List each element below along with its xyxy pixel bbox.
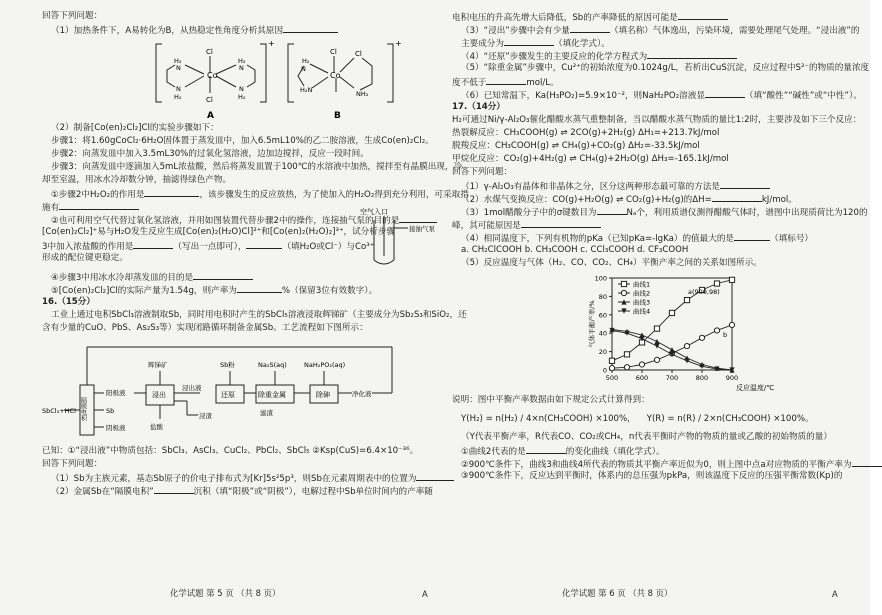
atom-n-a2: N — [176, 85, 181, 93]
hcl-label: 盐酸 — [150, 423, 163, 431]
answer-blank[interactable] — [246, 239, 282, 249]
data-point-circle — [684, 343, 689, 348]
q17-2: （2）水煤气变换反应：CO(g)+H₂O(g) ⇌ CO₂(g)+H₂(g)的ΔH= — [461, 195, 712, 205]
q17-5-2: ②900℃条件下，曲线3和曲线4所代表的物质其平衡产率近似为0，则上图中点a对应物质的平衡产率为 — [461, 460, 852, 470]
q16-5-c: mol/L。 — [526, 78, 559, 88]
page-mark-left: A — [422, 589, 428, 599]
catholyte-label: 阴极液 — [106, 424, 126, 432]
chart-legend — [618, 280, 650, 316]
y-tick-label: 100 — [594, 274, 607, 283]
sub-3-c: （写出一点即可）， — [173, 242, 247, 252]
apparatus-figure — [360, 206, 440, 268]
answer-blank[interactable] — [570, 23, 610, 33]
right-column — [452, 10, 870, 605]
answer-blank[interactable] — [521, 218, 601, 228]
label-b: B — [334, 111, 341, 121]
series-2 — [609, 322, 734, 370]
known: 已知：①“浸出液”中物质包括：SbCl₃、AsCl₃、CuCl₂、PbCl₂、SbCl₅ ②Ksp(CuS)=6.4×10⁻³⁶。 — [42, 446, 419, 456]
data-point-triangle-down — [654, 343, 659, 348]
flow-diagram — [42, 335, 440, 445]
answer-blank[interactable] — [237, 283, 282, 293]
question-2: （2）制备[Co(en)₂Cl₂]Cl的实验步骤如下： — [51, 123, 219, 133]
atom-cl-a2: Cl — [206, 96, 213, 104]
atom-n-a4: N — [239, 85, 244, 93]
residue-label: 浸渣 — [199, 412, 212, 420]
sub-4: ④步骤3中用冰水冷却蒸发皿的目的是 — [51, 273, 194, 283]
y-tick-label: 0 — [602, 366, 607, 375]
data-point-square — [621, 281, 626, 286]
sub-1-end: 施有 — [42, 203, 60, 213]
process-flow-svg — [42, 335, 440, 445]
question-17: 17.（14分） — [452, 102, 505, 112]
data-point-circle — [624, 365, 629, 370]
q17-4-b: （填标号） — [770, 234, 814, 244]
reduce-step: 还原 — [221, 391, 235, 399]
na2s-label: Na₂S(aq) — [258, 361, 287, 369]
yield-chart — [452, 270, 850, 394]
answer-blank[interactable] — [712, 192, 762, 202]
yield-chart-svg — [452, 270, 850, 394]
data-point-circle — [654, 357, 659, 362]
q17-2-b: kJ/mol。 — [761, 195, 797, 205]
answer-blank[interactable] — [59, 200, 139, 210]
answer-blank[interactable] — [720, 179, 770, 189]
legend-label: 曲线1 — [633, 280, 651, 289]
q17-3: （3）1mol醋酸分子中的σ键数目为 — [461, 208, 597, 218]
q16-6: （6）已知常温下，Ka(H₃PO₂)=5.9×10⁻²，则NaH₂PO₂溶液显 — [461, 91, 705, 101]
charge-b: + — [395, 39, 402, 48]
sub-3: [Co(en)₂Cl₂]⁺易与H₂O发生反应生成[Co(en)₂(H₂O)Cl]²⁺和[Co(en)₂(H₂O)₂]³⁺，试分析步骤 — [42, 227, 396, 237]
remove-as-step: 除砷 — [316, 391, 330, 399]
pump-label: 接抽气泵 — [409, 225, 435, 233]
nah2po2-label: NaH₂PO₂(aq) — [304, 361, 346, 369]
q16-3-d: （填化学式）。 — [553, 39, 610, 49]
q16-text: 工业上通过电积SbCl₃溶液制取Sb，同时用电积时产生的SbCl₅溶液浸取辉锑矿（主要成分为Sb₂S₃和SiO₂，还 — [51, 310, 467, 320]
sub-5-b: %（保留3位有效数字）。 — [281, 286, 378, 296]
x-tick-label: 700 — [665, 374, 679, 382]
page-mark-right: A — [832, 589, 838, 599]
note-1: 说明：图中平衡产率数据由如下规定公式计算得到： — [452, 395, 650, 405]
atom-n-b1: N — [301, 65, 306, 73]
legend-label: 曲线2 — [633, 289, 651, 298]
atom-h2-b1: H₂ — [302, 57, 310, 65]
q16-1: （1）Sb为主族元素，基态Sb原子的价电子排布式为[Kr]5s²5p³，则Sb在元素周期表中的位置为 — [51, 474, 417, 484]
label-a: A — [207, 111, 214, 121]
charge-a: + — [268, 39, 275, 48]
q16-text-cont: 含有少量的CuO、PbS、As₂S₃等）实现闭路循环制备金属Sb。工艺流程如下图所示： — [42, 323, 368, 333]
leach-step: 浸出 — [152, 391, 166, 399]
answer-blank[interactable] — [193, 270, 253, 280]
atom-n-a3: N — [239, 64, 244, 72]
question-1: （1）加热条件下，A易转化为B，从热稳定性角度分析其原因 — [51, 26, 284, 36]
q16-5-b: 度不低于 — [452, 78, 487, 88]
sub-5: ⑤[Co(en)₂Cl₂]Cl的实际产量为1.54g，则产率为 — [51, 286, 237, 296]
answer-blank[interactable] — [705, 88, 745, 98]
ore-label: 辉锑矿 — [148, 361, 168, 369]
page-footer-right: 化学试题 第 6 页 （共 8 页） — [562, 588, 673, 598]
answer-blank[interactable] — [678, 10, 728, 20]
data-point-circle — [621, 290, 626, 295]
atom-co-a: Co — [207, 71, 218, 80]
y-tick-label: 20 — [598, 348, 607, 357]
answer-blank[interactable] — [852, 457, 882, 467]
q17-3-b: Nₐ个，利用质谱仪测得醋酸气体时，谱图中出现质荷比为120的 — [626, 208, 868, 218]
air-inlet-label: 空气入口 — [360, 208, 388, 216]
atom-nh2-b2: NH₂ — [356, 90, 369, 98]
q17-1: （1）γ-Al₂O₃有晶体和非晶体之分，区分这两种形态最可靠的方法是 — [461, 182, 721, 192]
step-3: 步骤3：向蒸发皿中逐滴加入5mL浓盐酸，然后将蒸发皿置于100℃的水溶液中加热，搅拌至有晶膜出现，冷 — [51, 162, 463, 172]
chart-x-label: 反应温度/℃ — [736, 384, 775, 392]
left-column — [42, 10, 469, 605]
q16-3-b: （填名称）气体逸出，污染环境，需要处理尾气处理。“浸出液”的 — [609, 26, 860, 36]
sub-3-b: 3中加入浓盐酸的作用是 — [42, 242, 134, 252]
q16-6-b: （填“酸性”“碱性”或“中性”）。 — [744, 91, 862, 101]
data-point-square — [684, 297, 689, 302]
equation-3: 甲烷化反应：CO₂(g)+4H₂(g) ⇌ CH₄(g)+2H₂O(g) ΔH₃=-165.1kJ/mol — [452, 154, 729, 164]
q16-4: （4）“还原”步骤发生的主要反应的化学方程式为 — [461, 52, 648, 62]
cell-label: 隔膜电积 — [79, 397, 87, 421]
atom-h2-a3: H₂ — [238, 57, 246, 65]
step-1: 步骤1：将1.60gCoCl₂·6H₂O固体置于蒸发皿中，加入6.5mL10%的乙二胺溶液，生成Co(en)₂Cl₂。 — [51, 136, 434, 146]
answer-blank[interactable] — [526, 444, 566, 454]
data-point-triangle — [669, 347, 674, 352]
atom-h2-a4: H₂ — [238, 93, 246, 101]
answer-intro: 回答下列问题： — [42, 459, 103, 469]
intro: 回答下列问题： — [42, 11, 103, 21]
q16-5: （5）“除重金属”步骤中，Cu²⁺的初始浓度为0.1024g/L，若析出CuS沉淀，反应过程中S²⁻的物质的量浓度 — [461, 63, 870, 73]
leachate-label: 浸出液 — [182, 384, 202, 392]
data-point-square — [669, 310, 674, 315]
chart-point-b: b — [723, 330, 728, 339]
q16-2-b: 沉积（填“阳极”或“阴极”），电解过程中Sb单位时间内的产率随 — [193, 487, 433, 497]
q17-4: （4）相同温度下，下列有机物的pKa（已知pKa=-lgKa）的值最大的是 — [461, 234, 735, 244]
data-point-square — [729, 277, 734, 282]
sub-2: ②也可利用空气代替过氧化氢溶液，并用如图装置代替步骤2中的操作，连接抽气泵的目的是 — [51, 216, 400, 226]
q16-2: （2）金属Sb在“隔膜电积” — [51, 487, 154, 497]
q17-4-options: a. CH₂ClCOOH b. CH₃COOH c. CCl₃COOH d. CF₃COOH — [461, 245, 689, 255]
sb-powder-label: Sb粉 — [220, 361, 235, 369]
data-point-triangle-down — [684, 358, 689, 363]
atom-co-b: Co — [330, 71, 341, 80]
x-tick-label: 500 — [605, 374, 619, 382]
answer-blank[interactable] — [597, 205, 627, 215]
sb-product-label: Sb — [106, 407, 115, 415]
sub-1-cont: ，该步骤发生的反应放热，为了使加入的H₂O₂得到充分利用，可采取措 — [199, 190, 469, 200]
series-line — [612, 325, 732, 368]
x-tick-label: 600 — [635, 374, 649, 382]
q17-5: （5）反应温度与气体（H₂、CO、CO₂、CH₄）平衡产率之间的关系如图所示。 — [461, 258, 762, 268]
data-point-triangle — [654, 339, 659, 344]
complex-structures — [42, 36, 440, 122]
q17-5-3: ③900℃条件下，反应达到平衡时，体系内的总压强为pkPa，则该温度下反应的压强平衡常数(Kp)的 — [461, 471, 843, 481]
y-tick-label: 60 — [598, 311, 607, 320]
formula-2: Y(R) = n(R) / 2×n(CH₃COOH) ×100%。 — [646, 414, 814, 424]
sub-3-d: （填H₂O或Cl⁻）与Co³⁺ — [282, 242, 375, 252]
answer-blank[interactable] — [133, 239, 173, 249]
answer-blank[interactable] — [283, 23, 338, 33]
cont-text: 电积电压的升高先增大后降低，Sb的产率降低的原因可能是 — [452, 13, 678, 23]
answer-blank[interactable] — [647, 49, 737, 59]
data-point-square — [714, 281, 719, 286]
data-point-circle — [714, 328, 719, 333]
feed-label: SbCl₃+HCl — [42, 407, 76, 415]
q17-3-c: 峰，其可能原因是 — [452, 221, 521, 231]
x-tick-label: 800 — [695, 374, 709, 382]
atom-h2-a1: H₂ — [174, 57, 182, 65]
answer-blank[interactable] — [486, 75, 526, 85]
question-16: 16.（15分） — [42, 297, 95, 307]
atom-n-a1: N — [176, 64, 181, 72]
legend-label: 曲线4 — [633, 307, 651, 316]
y-tick-label: 40 — [598, 329, 607, 338]
legend-label: 曲线3 — [633, 298, 651, 307]
y-tick-label: 80 — [598, 292, 607, 301]
equation-2: 脱羧反应：CH₃COOH(g) ⇌ CH₄(g)+CO₂(g) ΔH₂=-33.5kJ/mol — [452, 141, 700, 151]
formula-1: Y(H₂) = n(H₂) / 4×n(CH₃COOH) ×100%， — [461, 414, 636, 424]
anolyte-label: 阳极液 — [106, 389, 126, 397]
remove-metal-step: 除重金属 — [258, 391, 286, 399]
chart-annotation: a(900,98) — [688, 287, 720, 296]
data-point-circle — [639, 362, 644, 367]
answer-blank[interactable] — [504, 36, 554, 46]
step-3-cont: 却至室温，用冰水冷却数分钟，抽滤得绿色产物。 — [42, 175, 232, 185]
atom-cl-b2: Cl — [355, 50, 362, 58]
answer-blank[interactable] — [416, 471, 454, 481]
q16-3-c: 主要成分为 — [461, 39, 504, 49]
structure-figure — [42, 36, 440, 122]
slag-label: 滤渣 — [260, 409, 273, 417]
chart-y-label: 气体平衡产率/% — [588, 300, 596, 348]
sub-3-e: 形成的配位键更稳定。 — [42, 253, 128, 263]
atom-nh2-b: H₂N — [300, 86, 313, 94]
sub-1: ①步骤2中H₂O₂的作用是 — [51, 190, 145, 200]
data-point-square — [609, 358, 614, 363]
answer-blank[interactable] — [154, 484, 194, 494]
atom-cl-b1: Cl — [330, 48, 337, 56]
data-point-square — [654, 326, 659, 331]
data-point-square — [624, 352, 629, 357]
equation-1: 热裂解反应：CH₃COOH(g) ⇌ 2CO(g)+2H₂(g) ΔH₁=+213.7kJ/mol — [452, 128, 720, 138]
data-point-circle — [699, 335, 704, 340]
q17-5-1-b: 的变化曲线（填化学式）。 — [565, 447, 665, 457]
note-2: （Y代表平衡产率，R代表CO、CO₂或CH₄，n代表平衡时产物的物质的量或乙酸的初始物质的量） — [461, 432, 832, 442]
atom-h2-a2: H₂ — [174, 93, 182, 101]
answer-intro-17: 回答下列问题： — [452, 167, 513, 177]
q17-5-1: ①曲线2代表的是 — [461, 447, 526, 457]
step-2: 步骤2：向蒸发皿中加入3.5mL30%的过氧化氢溶液，边加边搅拌，反应一段时间。 — [51, 149, 369, 159]
answer-blank[interactable] — [144, 187, 199, 197]
data-point-circle — [729, 322, 734, 327]
x-tick-label: 900 — [725, 374, 739, 382]
page-footer-left: 化学试题 第 5 页 （共 8 页） — [170, 588, 281, 598]
purified-label: 净化液 — [352, 390, 372, 398]
data-point-circle — [609, 366, 614, 371]
q17-text: H₂可通过Ni/γ-Al₂O₃催化醋酸水蒸气重整制备，当以醋酸水蒸气物质的量比1:2时，主要涉及如下三个反应： — [452, 115, 862, 125]
answer-blank[interactable] — [734, 231, 770, 241]
q16-3: （3）“浸出”步骤中会有少量 — [461, 26, 570, 36]
atom-cl-a1: Cl — [206, 48, 213, 56]
